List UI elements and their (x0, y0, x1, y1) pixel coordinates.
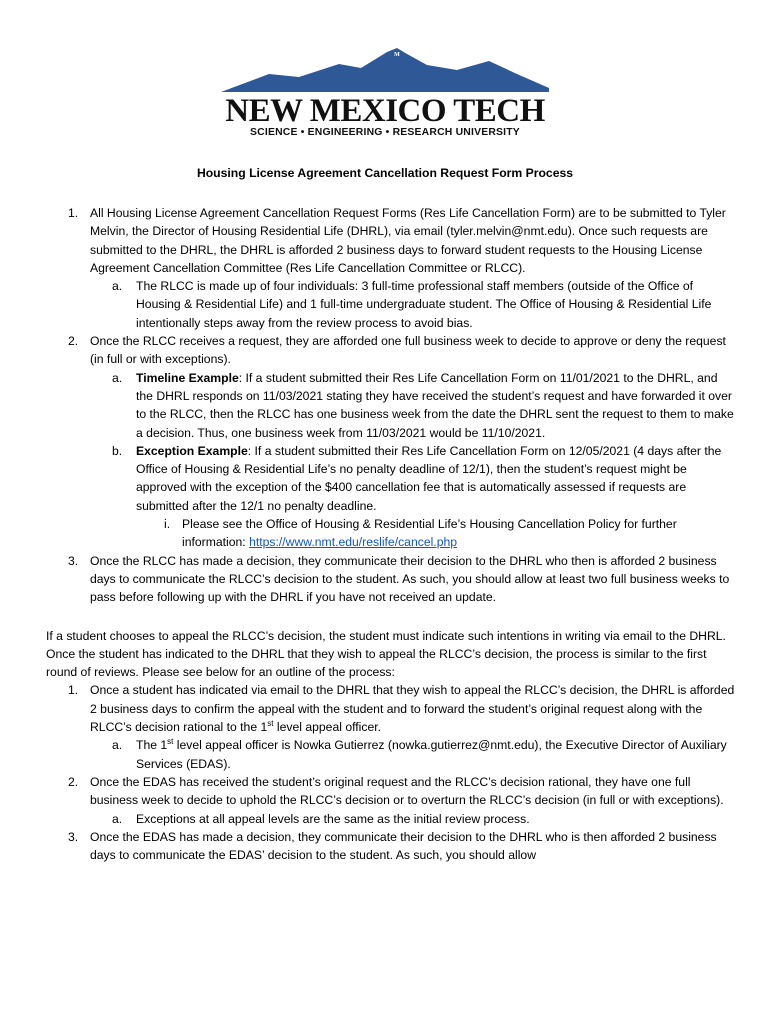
list-item (46, 332, 736, 369)
list-letter: a. (112, 279, 123, 294)
list-roman: i. (164, 517, 171, 532)
timeline-example-label: Timeline Example (136, 370, 239, 385)
list-item-text-end: level appeal officer. (273, 720, 382, 735)
list-item-text: Once the RLCC receives a request, they are afforded one full business week to decide to approve or deny the request (in full or with exceptions). (90, 334, 726, 367)
sub-list-item (46, 277, 736, 332)
sub-item-text: : If a student submitted their Res Life Cancellation Form on 11/01/2021 to the DHRL, and the DHRL responds on 11/03/2021 stating they have received the student’s request and have forwarded it over to the RLCC, then the RLCC has one business week from the date the DHRL sent the request to them to make a decision. Thus, one business week from 11/03/2021 would be 11/10/2021. (136, 370, 734, 440)
list-letter: a. (112, 370, 123, 385)
university-logo (221, 44, 549, 140)
logo-tagline: SCIENCE • ENGINEERING • RESEARCH UNIVERSITY (250, 127, 520, 138)
superscript: st (167, 737, 174, 747)
sub-item-text: Exceptions at all appeal levels are the same as the initial review process. (136, 811, 530, 826)
appeal-intro-paragraph: If a student chooses to appeal the RLCC’s decision, the student must indicate such intentions in writing via email to the DHRL. Once the student has indicated to the DHRL that they wish to appeal the RLCC’s decision, the process is similar to the first round of reviews. Please see below for an outline of the process: (46, 628, 726, 680)
cancel-policy-link[interactable]: https://www.nmt.edu/reslife/cancel.php (249, 535, 458, 550)
document-body (46, 204, 736, 864)
logo-title: NEW MEXICO TECH (225, 93, 545, 129)
exception-example-label: Exception Example (136, 443, 248, 458)
list-item-text: Once the EDAS has made a decision, they communicate their decision to the DHRL who is then afforded 2 business days to communicate the EDAS’ decision to the student. As such, you should allow (90, 829, 717, 863)
sub-list-item (46, 442, 736, 515)
sub-list-item (46, 736, 736, 773)
list-number: 1. (68, 683, 79, 698)
mountain-logo-icon (221, 44, 549, 94)
list-item-text: Once the RLCC has made a decision, they communicate their decision to the DHRL who then is afforded 2 business days to communicate the RLCC’s decision to the student. As such, you should allow at least two full business weeks to pass before following up with the DHRL if you have not received an update. (90, 553, 730, 605)
list-number: 2. (68, 774, 79, 789)
sub-item-text: : If a student submitted their Res Life Cancellation Form on 12/05/2021 (4 days after the Office of Housing & Residential Life’s no penalty deadline of 12/1), then the student’s request might be approved with the exception of the $400 cancellation fee that is automatically assessed if requests are submitted after the 12/1 no penalty deadline. (136, 443, 722, 513)
sub-sub-item-text: Please see the Office of Housing & Residential Life’s Housing Cancellation Policy for further information: (182, 517, 677, 550)
sub-item-text: The 1 (136, 738, 168, 753)
list-number: 1. (68, 206, 79, 220)
sub-list-item (46, 810, 736, 828)
list-letter: a. (112, 738, 123, 753)
list-item-text: Once the EDAS has received the student’s original request and the RLCC’s decision rational, they have one full business week to decide to uphold the RLCC’s decision or to overturn the RLCC’s decision (in full or with exceptions). (90, 774, 724, 808)
sub-sub-list-item (46, 515, 736, 552)
list-item (46, 773, 736, 810)
list-item (46, 681, 736, 736)
superscript: st (267, 718, 274, 728)
list-item (46, 552, 736, 607)
list-letter: b. (112, 443, 123, 458)
sub-list-item (46, 369, 736, 442)
list-letter: a. (112, 811, 123, 826)
list-number: 3. (68, 553, 79, 568)
document-title: Housing License Agreement Cancellation Request Form Process (196, 166, 574, 180)
list-item-text: Once a student has indicated via email to the DHRL that they wish to appeal the RLCC’s decision, the DHRL is afforded 2 business days to confirm the appeal with the student and to forward the student’s original request along with the RLCC’s decision rational to the 1 (90, 683, 735, 735)
list-item (46, 828, 736, 865)
sub-item-text: The RLCC is made up of four individuals: 3 full-time professional staff members (outside of the Office of Housing & Residential Life) and 1 full-time undergraduate student. The Office of Housing & Residential Life intentionally steps away from the review process to avoid bias. (136, 279, 712, 330)
list-number: 3. (68, 829, 79, 844)
list-number: 2. (68, 334, 79, 349)
logo-mark: M (394, 52, 400, 58)
sub-item-text-end: level appeal officer is Nowka Gutierrez (nowka.gutierrez@nmt.edu), the Executive Director of Auxiliary Services (EDAS). (136, 738, 727, 771)
list-item (46, 204, 736, 277)
list-item-text: All Housing License Agreement Cancellation Request Forms (Res Life Cancellation Form) are to be submitted to Tyler Melvin, the Director of Housing Residential Life (DHRL), via email (tyler.melvin@nmt.edu). Once such requests are submitted to the DHRL, the DHRL is afforded 2 business days to forward student requests to the Housing License Agreement Cancellation Committee (Res Life Cancellation Committee or RLCC). (90, 206, 726, 275)
